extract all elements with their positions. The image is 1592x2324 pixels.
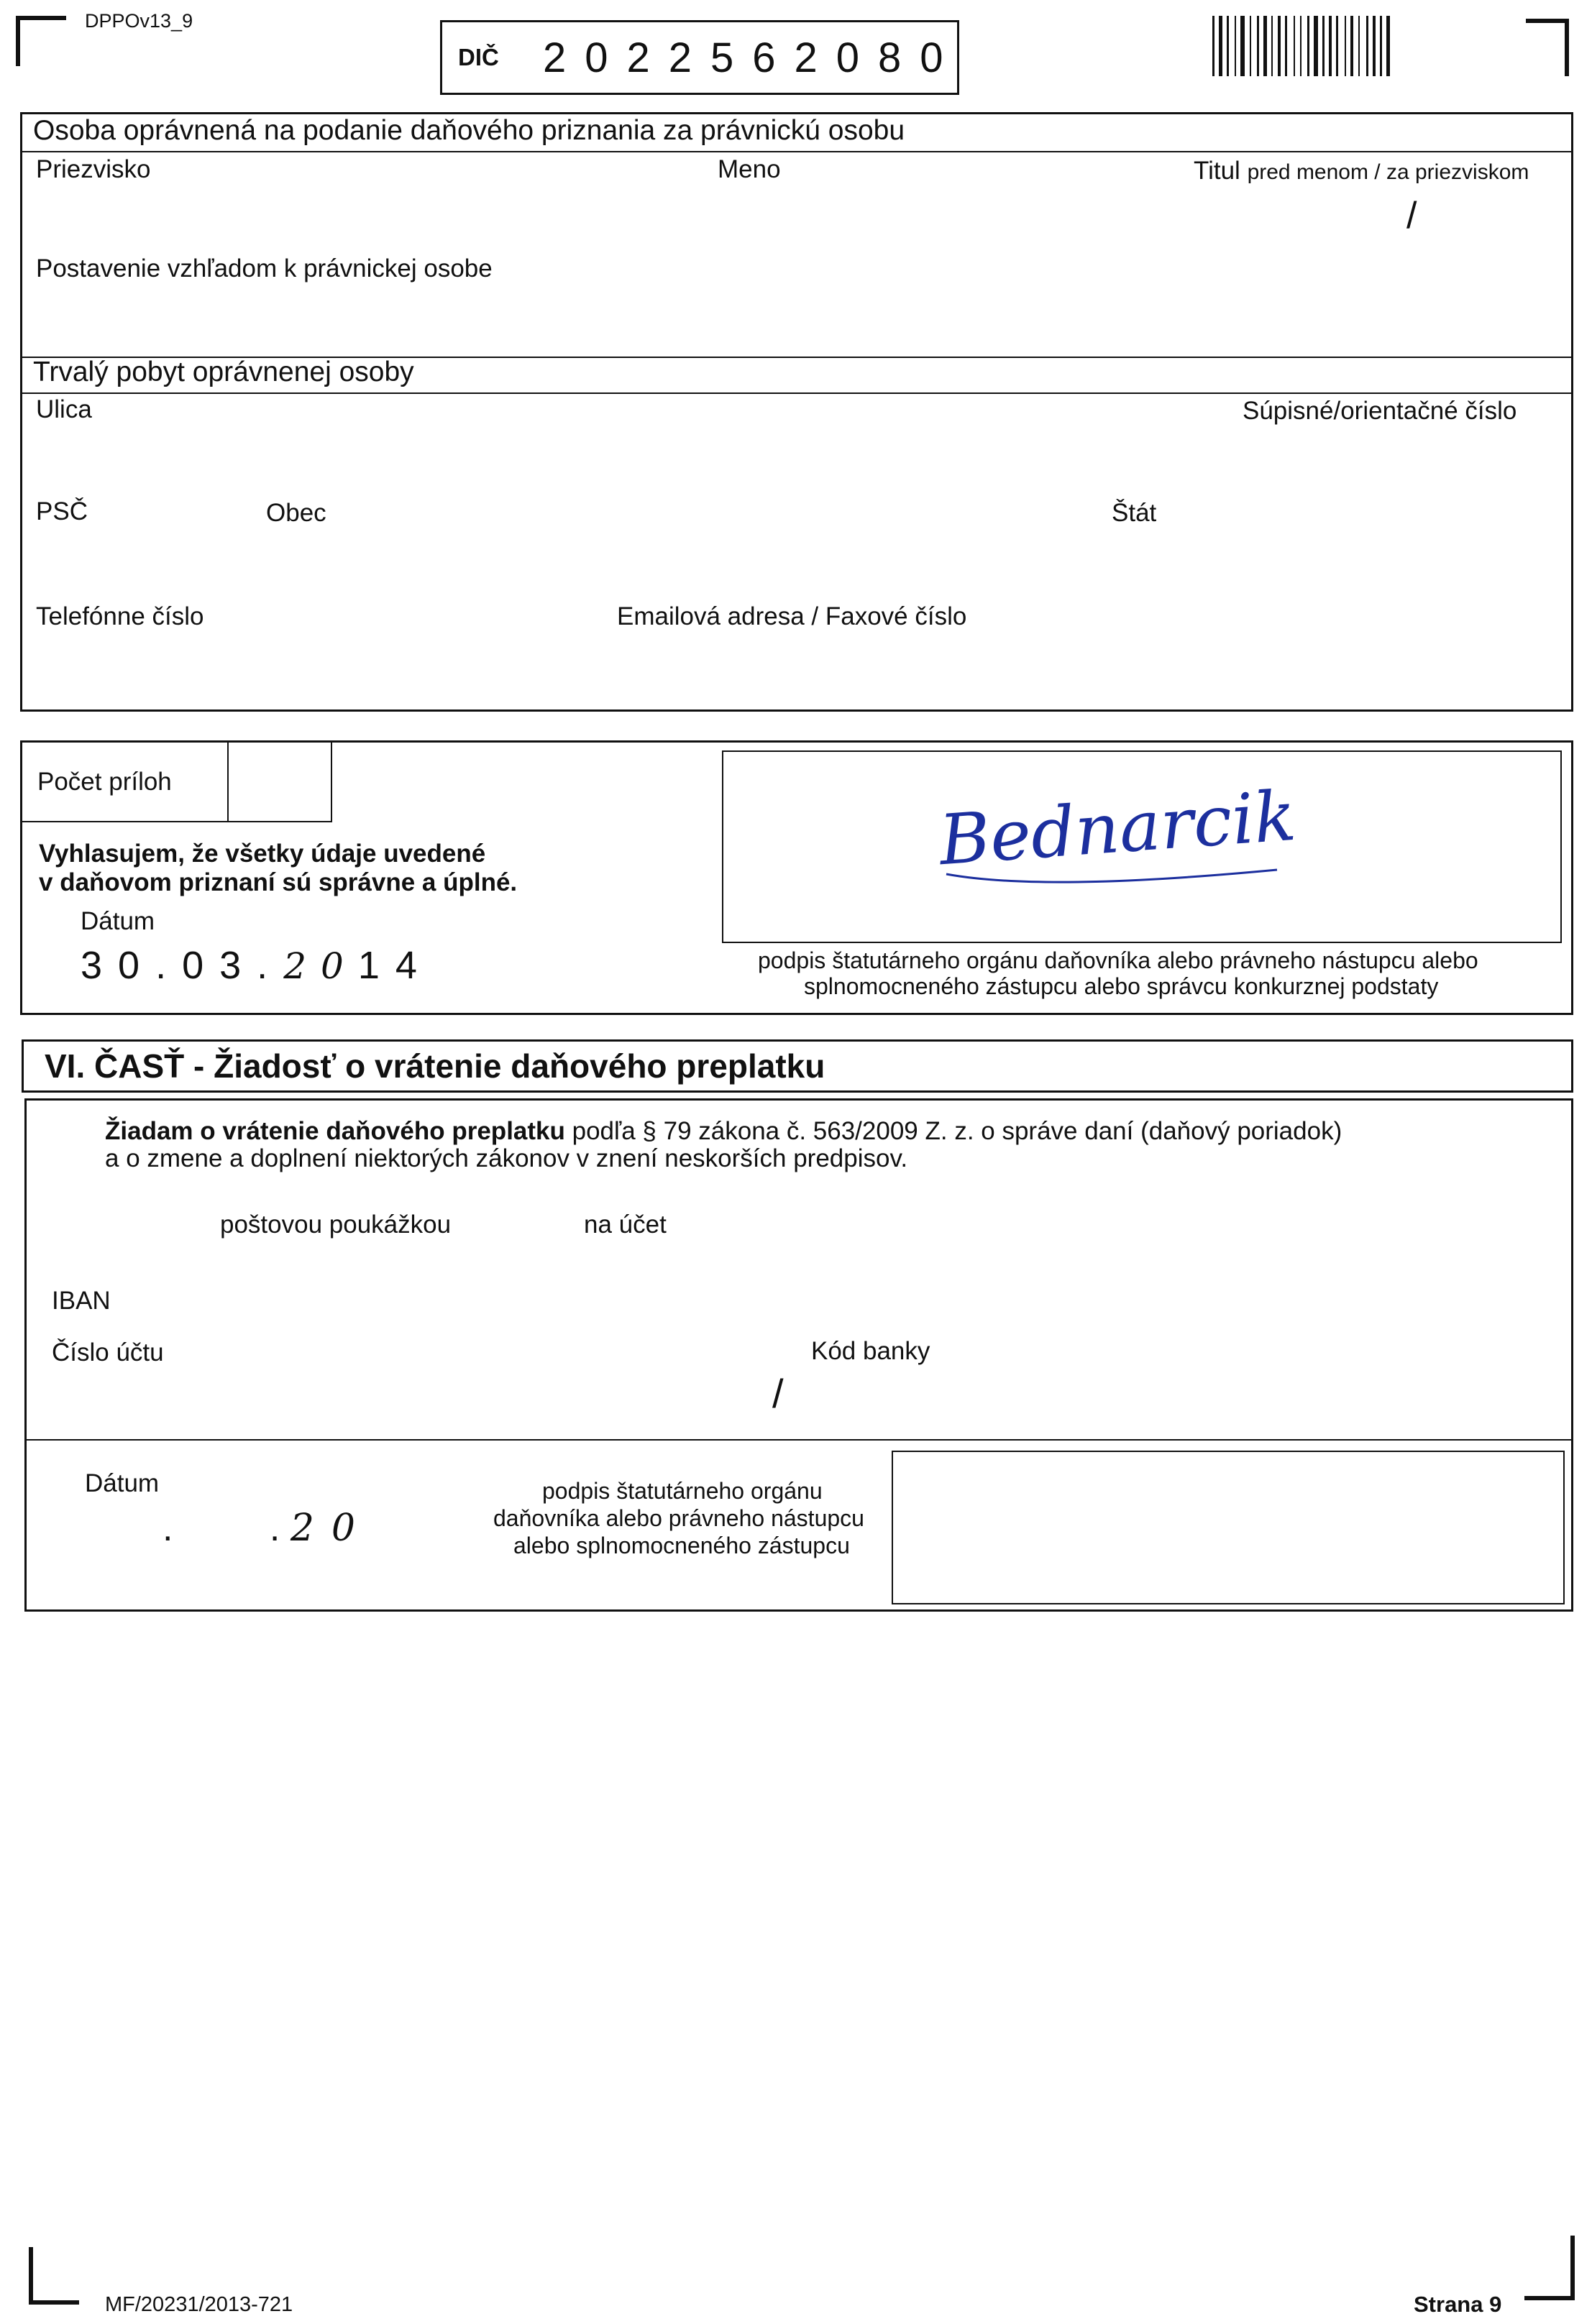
barcode-bar [1271, 16, 1273, 76]
barcode-bar [1263, 16, 1267, 76]
street-label: Ulica [36, 395, 92, 423]
signature-flourish [939, 860, 1284, 888]
name-label: Meno [718, 155, 781, 183]
option-postal-order[interactable]: poštovou poukážkou [220, 1211, 452, 1239]
part-vi-title: VI. ČASŤ - Žiadosť o vrátenie daňového preplatku [45, 1047, 825, 1085]
refund-request-bold: Žiadam o vrátenie daňového preplatku [105, 1117, 565, 1145]
dic-label: DIČ [458, 44, 499, 70]
position-label: Postavenie vzhľadom k právnickej osobe [36, 254, 493, 283]
declaration-date-month: 03 [182, 944, 257, 987]
barcode-bar [1235, 16, 1236, 76]
city-label: Obec [266, 499, 326, 527]
refund-signature-caption-line2: daňovníka alebo právneho nástupcu [493, 1505, 864, 1531]
barcode-bar [1257, 16, 1259, 76]
refund-signature-caption-line1: podpis štatutárneho orgánu [542, 1478, 823, 1504]
academic-title-label [1194, 157, 1529, 185]
corner-mark-top-left [16, 16, 66, 66]
corner-mark-bottom-right [1524, 2236, 1575, 2300]
barcode-bar [1300, 16, 1301, 76]
account-number-label: Číslo účtu [52, 1338, 164, 1367]
bank-code-label: Kód banky [811, 1337, 930, 1365]
declaration-date-year-hand: 20 [283, 945, 358, 987]
barcode-bar [1366, 16, 1368, 76]
declaration-date-day: 30 [81, 944, 156, 987]
surname-label: Priezvisko [36, 155, 151, 183]
part-vi-divider [24, 1439, 1573, 1441]
barcode-bar [1329, 16, 1332, 76]
option-bank-account[interactable]: na účet [584, 1211, 667, 1239]
declaration-date-value [81, 943, 433, 988]
refund-request-line1 [105, 1117, 1342, 1146]
attachments-count-field[interactable] [227, 740, 332, 822]
refund-date-dot2: . [269, 1507, 280, 1549]
attachments-bottom-line [20, 821, 332, 822]
handwritten-signature: Bednarcik [936, 775, 1299, 881]
barcode-bar [1336, 16, 1338, 76]
account-slash: / [772, 1371, 784, 1416]
barcode [1212, 16, 1471, 79]
barcode-bar [1386, 16, 1390, 76]
barcode-bar [1350, 16, 1353, 76]
email-fax-label: Emailová adresa / Faxové číslo [617, 602, 967, 630]
date-dot: . [155, 944, 183, 987]
barcode-bar [1240, 16, 1245, 76]
barcode-bar [1212, 16, 1214, 76]
refund-date-year-hand: 20 [290, 1507, 372, 1550]
state-label: Štát [1112, 499, 1157, 527]
barcode-bar [1314, 16, 1318, 76]
barcode-bar [1345, 16, 1346, 76]
barcode-bar [1250, 16, 1251, 76]
authorized-title-divider [20, 151, 1573, 152]
residence-title: Trvalý pobyt oprávnenej osoby [33, 357, 414, 387]
declaration-date-label: Dátum [81, 907, 155, 935]
dic-box [440, 20, 962, 95]
date-dot: . [257, 944, 284, 987]
form-code: DPPOv13_9 [85, 10, 193, 32]
barcode-bar [1294, 16, 1295, 76]
declaration-statement-line2: v daňovom priznaní sú správne a úplné. [39, 868, 518, 896]
refund-signature-caption-line3: alebo splnomocneného zástupcu [513, 1533, 850, 1558]
barcode-bar [1373, 16, 1376, 76]
academic-title-label-main: Titul [1194, 157, 1240, 185]
refund-date-value [163, 1507, 372, 1550]
barcode-bar [1307, 16, 1309, 76]
refund-signature-field[interactable] [892, 1451, 1565, 1604]
barcode-bar [1322, 16, 1325, 76]
dic-value: 2022562080 [543, 35, 962, 81]
iban-label: IBAN [52, 1287, 111, 1315]
barcode-bar [1285, 16, 1287, 76]
academic-title-slash: / [1406, 195, 1417, 236]
declaration-statement-line1: Vyhlasujem, že všetky údaje uvedené [39, 840, 486, 868]
declaration-date-year-print: 14 [357, 944, 433, 987]
corner-mark-bottom-left [29, 2247, 79, 2305]
barcode-bar [1380, 16, 1382, 76]
barcode-bar [1278, 16, 1281, 76]
academic-title-label-rest: pred menom / za priezviskom [1247, 160, 1529, 184]
house-number-label: Súpisné/orientačné číslo [1243, 397, 1517, 425]
refund-request-rest: podľa § 79 zákona č. 563/2009 Z. z. o správe daní (daňový poriadok) [572, 1117, 1342, 1145]
barcode-bar [1358, 16, 1360, 76]
residence-title-divider [20, 392, 1573, 394]
postal-code-label: PSČ [36, 497, 88, 525]
refund-date-dot1: . [163, 1507, 173, 1549]
refund-request-line2: a o zmene a doplnení niektorých zákonov v znení neskorších predpisov. [105, 1144, 908, 1172]
barcode-bar [1227, 16, 1229, 76]
authorized-person-title: Osoba oprávnená na podanie daňového priznania za právnickú osobu [33, 115, 905, 146]
footer-form-number: MF/20231/2013-721 [105, 2293, 293, 2316]
attachments-label: Počet príloh [37, 768, 172, 796]
declaration-signature-caption-line1: podpis štatutárneho orgánu daňovníka alebo právneho nástupcu alebo [758, 947, 1478, 973]
corner-mark-top-right [1526, 19, 1569, 76]
refund-date-label: Dátum [85, 1469, 160, 1497]
barcode-bar [1219, 16, 1222, 76]
phone-label: Telefónne číslo [36, 602, 204, 630]
declaration-signature-field[interactable] [722, 750, 1562, 943]
footer-page-number: Strana 9 [1414, 2292, 1502, 2317]
declaration-signature-caption-line2: splnomocneného zástupcu alebo správcu konkurznej podstaty [804, 973, 1439, 999]
